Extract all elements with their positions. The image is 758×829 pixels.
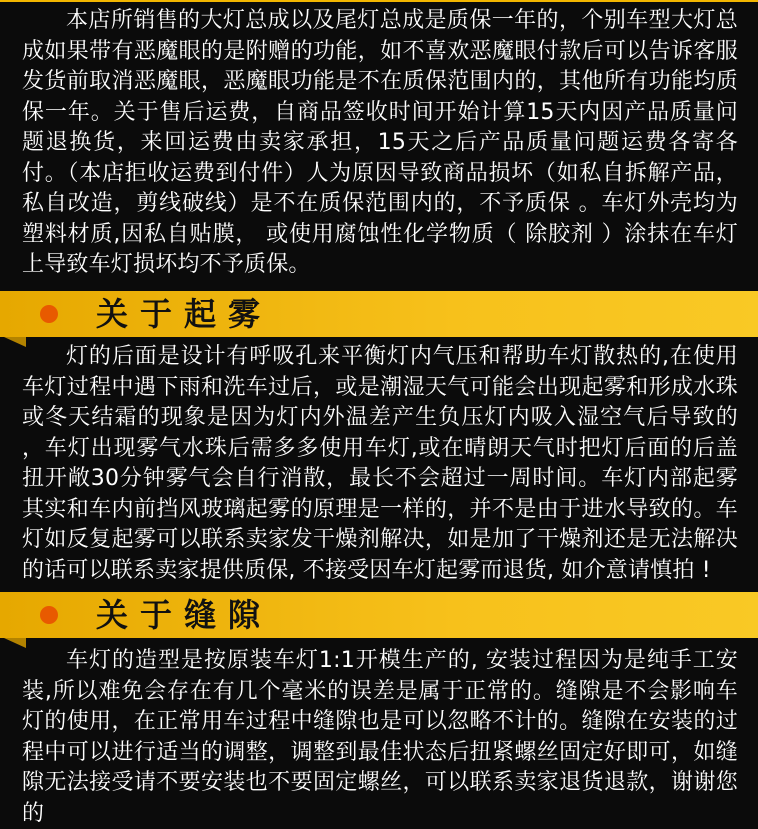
bullet-dot-icon (40, 606, 58, 624)
section-header-gaps (0, 592, 758, 638)
warranty-paragraph: 本店所销售的大灯总成以及尾灯总成是质保一年的，个别车型大灯总成如果带有恶魔眼的是附赠的功能，如不喜欢恶魔眼付款后可以告诉客服发货前取消恶魔眼，恶魔眼功能是不在质保范围内的，其他所有功能均质保一年。关于售后运费，自商品签收时间开始计算15天内因产品质量问题退换货，来回运费由卖家承担，15天之后产品质量问题运费各寄各付。（本店拒收运费到付件）人为原因导致商品损坏（如私自拆解产品，私自改造，剪线破线）是不在质保范围内的，不予质保 。车灯外壳均为塑料材质,因私自贴膜， 或使用腐蚀性化学物质（ 除胶剂 ）涂抹在车灯上导致车灯损坏均不予质保。 (22, 8, 738, 277)
top-divider (0, 0, 758, 2)
section-title-fogging: 关于起雾 (96, 295, 273, 333)
bullet-dot-icon (40, 305, 58, 323)
gaps-paragraph: 车灯的造型是按原装车灯1:1开模生产的, 安装过程因为是纯手工安装,所以难免会存在有几个毫米的误差是属于正常的。缝隙是不会影响车灯的使用，在正常用车过程中缝隙也是可以忽略不计的。缝隙在安装的过程中可以进行适当的调整，调整到最佳状态后扭紧螺丝固定好即可，如缝隙无法接受请不要安装也不要固定螺丝，可以联系卖家退货退款，谢谢您的 (22, 648, 738, 826)
fogging-paragraph: 灯的后面是设计有呼吸孔来平衡灯内气压和帮助车灯散热的,在使用车灯过程中遇下雨和洗车过后，或是潮湿天气可能会出现起雾和形成水珠或冬天结霜的现象是因为灯内外温差产生负压灯内吸入湿空气后导致的 ，车灯出现雾气水珠后需多多使用车灯,或在晴朗天气时把灯后面的后盖扭开敞30分钟雾气会自行消散，最长不会超过一周时间。车灯内部起雾其实和车内前挡风玻璃起雾的原理是一样的，并不是由于进水导致的。车灯如反复起雾可以联系卖家发干燥剂解决，如是加了干燥剂还是无法解决的话可以联系卖家提供质保, 不接受因车灯起雾而退货, 如介意请慎拍 ! (22, 344, 738, 583)
section-title-gaps: 关于缝隙 (96, 596, 273, 634)
section-header-fogging (0, 291, 758, 337)
